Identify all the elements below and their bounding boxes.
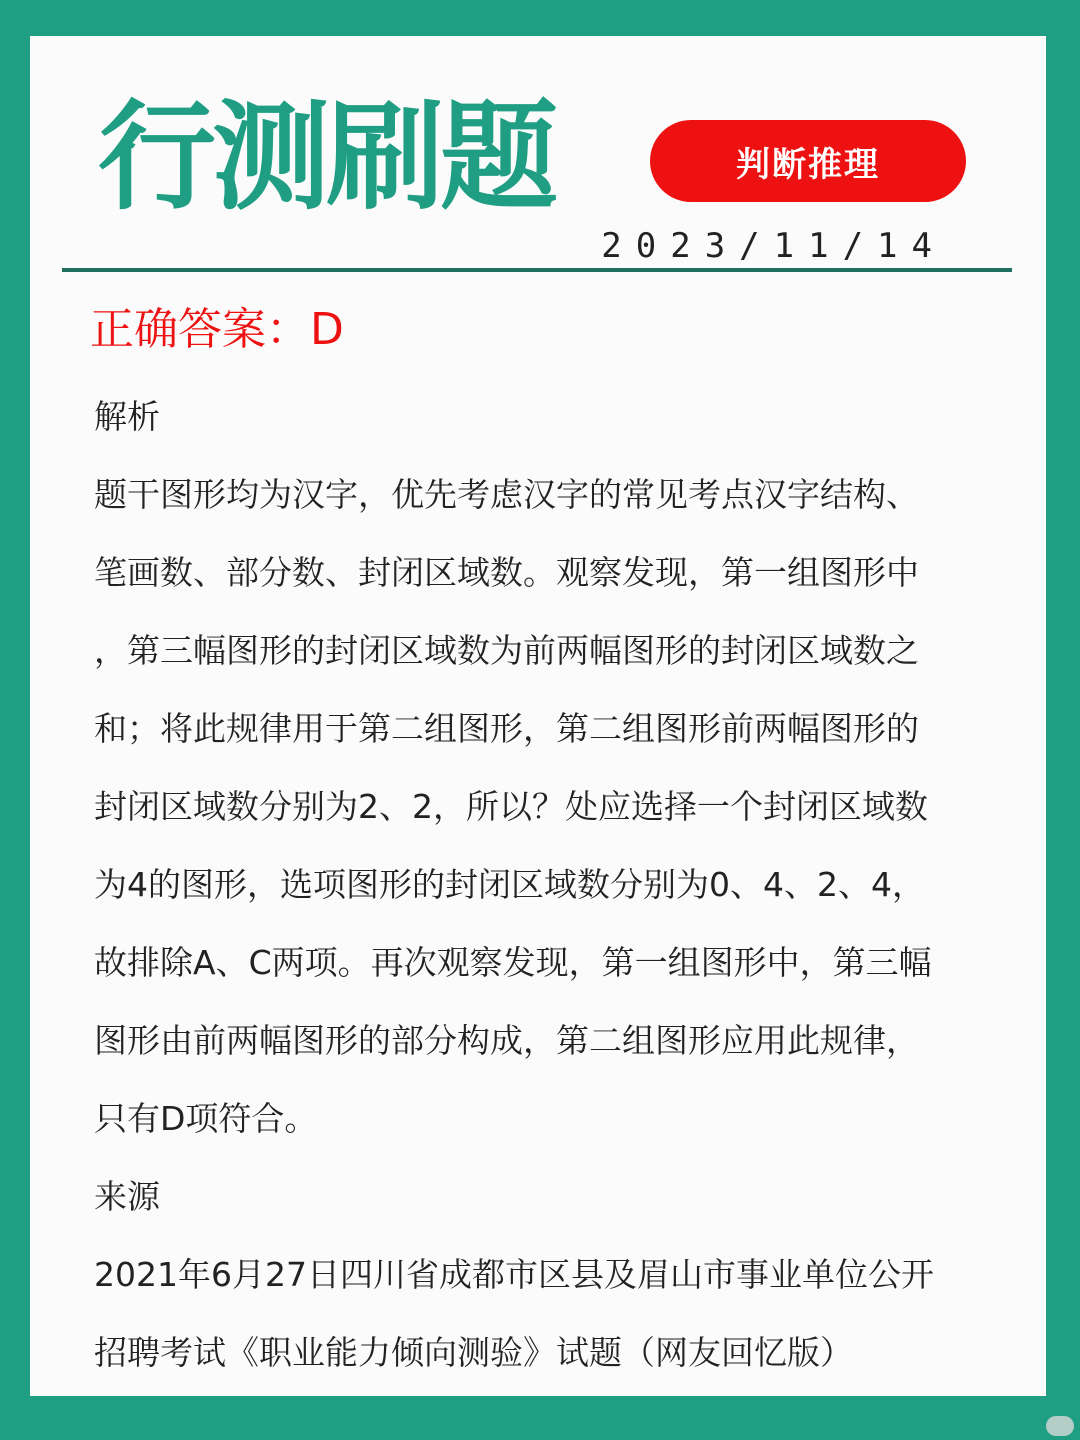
analysis-line: 图形由前两幅图形的部分构成，第二组图形应用此规律，: [94, 1021, 919, 1060]
source-line: 招聘考试《职业能力倾向测验》试题（网友回忆版）: [94, 1333, 853, 1372]
header-divider: [62, 268, 1012, 272]
analysis-line: 故排除A、C两项。再次观察发现，第一组图形中，第三幅: [94, 943, 932, 982]
category-badge: 判断推理: [650, 120, 966, 202]
analysis-line: 只有D项符合。: [94, 1099, 318, 1138]
analysis-line: 笔画数、部分数、封闭区域数。观察发现，第一组图形中: [94, 553, 919, 592]
source-line: 2021年6月27日四川省成都市区县及眉山市事业单位公开: [94, 1255, 934, 1294]
date-label: 2023/11/14: [601, 226, 946, 266]
source-heading: 来源: [94, 1177, 160, 1216]
correct-answer: 正确答案：D: [90, 304, 344, 355]
analysis-heading: 解析: [94, 397, 160, 436]
page-title: 行测刷题: [98, 88, 555, 226]
content-card: [30, 36, 1046, 1396]
explanation-body: [94, 378, 994, 1392]
analysis-line: 封闭区域数分别为2、2，所以？处应选择一个封闭区域数: [94, 787, 928, 826]
analysis-line: 和；将此规律用于第二组图形，第二组图形前两幅图形的: [94, 709, 919, 748]
watermark-logo: [1046, 1416, 1074, 1436]
analysis-line: 题干图形均为汉字，优先考虑汉字的常见考点汉字结构、: [94, 475, 919, 514]
analysis-line: 为4的图形，选项图形的封闭区域数分别为0、4、2、4，: [94, 865, 925, 904]
analysis-line: ，第三幅图形的封闭区域数为前两幅图形的封闭区域数之: [94, 631, 919, 670]
